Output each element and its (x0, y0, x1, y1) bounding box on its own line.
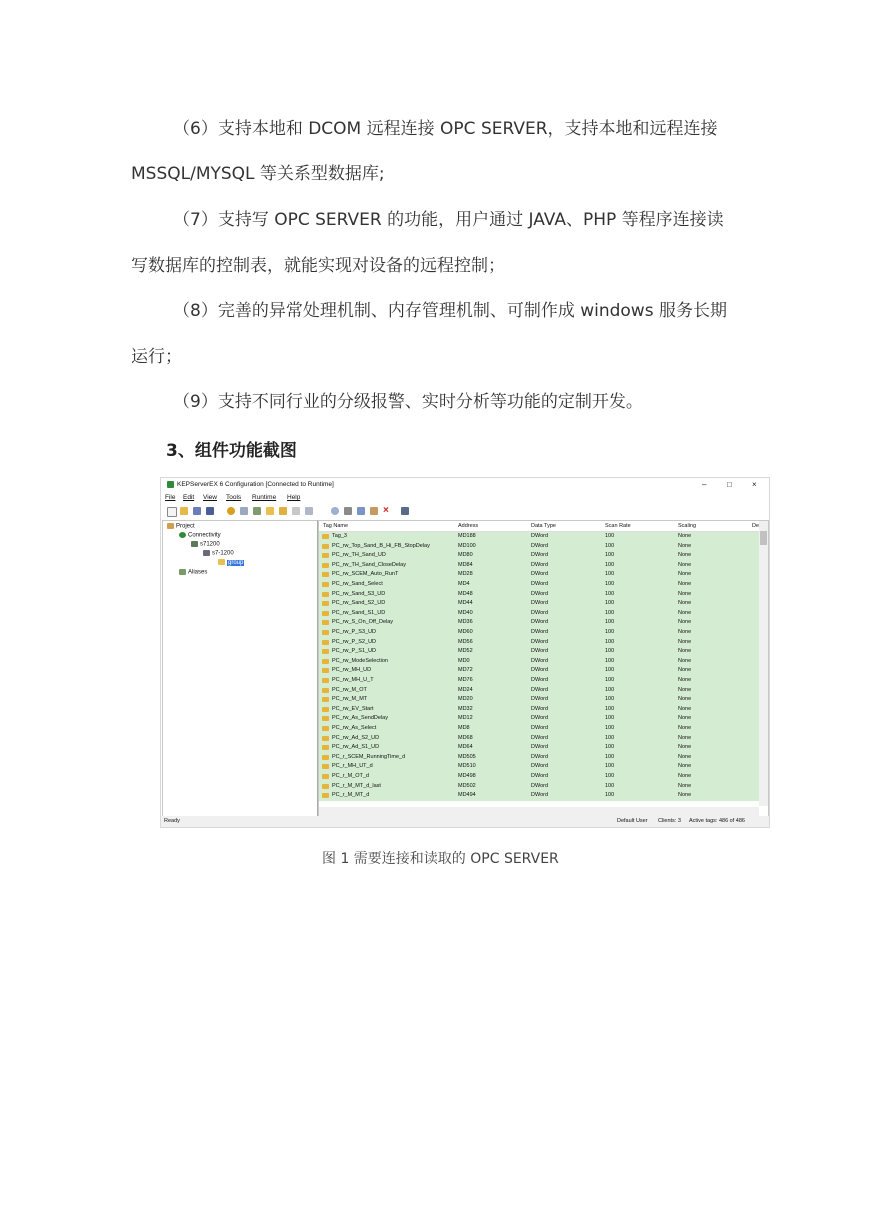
paragraph-9-line-1: （9）支持不同行业的分级报警、实时分析等功能的定制开发。 (173, 392, 643, 412)
cell-scaling: None (678, 677, 692, 683)
cell-scan-rate: 100 (605, 542, 615, 549)
table-row[interactable] (319, 753, 759, 763)
cell-address: MD28 (458, 571, 473, 578)
cell-scan-rate: 100 (605, 552, 615, 559)
table-row[interactable] (319, 580, 759, 590)
cell-scan-rate: 100 (605, 677, 615, 683)
tag-icon (322, 736, 329, 741)
cell-address: MD44 (458, 600, 473, 607)
tag-icon (322, 620, 329, 625)
cell-tag-name: PC_rw_P_S3_UD (332, 629, 377, 635)
cell-tag-name: PC_rw_TH_Sand_CloseDelay (332, 561, 406, 568)
cell-address: MD72 (458, 667, 473, 674)
cell-scaling: None (678, 533, 692, 539)
cell-tag-name: PC_rw_SCEM_Auto_RunT (332, 571, 399, 578)
table-header (319, 521, 768, 532)
cell-address: MD68 (458, 734, 473, 741)
table-row[interactable] (319, 657, 759, 667)
properties-gear-icon[interactable] (227, 507, 235, 515)
cell-scan-rate: 100 (605, 705, 615, 712)
cell-address: MD32 (458, 705, 473, 712)
cell-scan-rate: 100 (605, 725, 615, 731)
paragraph-6-line-1: （6）支持本地和 DCOM 远程连接 OPC SERVER，支持本地和远程连接 (173, 119, 718, 139)
cell-scaling: None (678, 600, 692, 607)
cell-data-type: DWord (531, 725, 549, 731)
status-user: Default User (617, 818, 648, 824)
cell-tag-name: PC_rw_P_S2_UD (332, 638, 377, 645)
new-channel-icon[interactable] (240, 507, 248, 515)
cell-scan-rate: 100 (605, 734, 615, 741)
paragraph-8-line-2: 运行； (131, 347, 182, 367)
new-device-icon[interactable] (253, 507, 261, 515)
tree-aliases-label: Aliases (188, 569, 208, 576)
table-row[interactable] (319, 666, 759, 676)
tree-device[interactable] (203, 550, 234, 557)
cell-data-type: DWord (531, 600, 549, 607)
cell-tag-name: PC_rw_Top_Sand_B_Hi_FB_StopDelay (332, 542, 430, 549)
cell-scaling: None (678, 773, 692, 779)
header-description[interactable]: De (752, 523, 760, 529)
cell-scan-rate: 100 (605, 590, 615, 597)
cell-tag-name: PC_r_SCEM_RunningTime_d (332, 753, 406, 760)
tag-icon (322, 707, 329, 712)
project-icon (167, 523, 174, 529)
cell-tag-name: PC_rw_ModeSelection (332, 657, 388, 664)
table-row[interactable] (319, 628, 759, 638)
cell-tag-name: PC_rw_Sand_S3_UD (332, 590, 386, 597)
cell-scan-rate: 100 (605, 581, 615, 587)
cell-scaling: None (678, 571, 692, 578)
duplicate-icon[interactable] (305, 507, 313, 515)
cell-scaling: None (678, 734, 692, 741)
tree-connectivity-label: Connectivity (188, 532, 221, 539)
tag-icon (322, 764, 329, 769)
cell-data-type: DWord (531, 715, 549, 722)
new-tag-icon[interactable] (279, 507, 287, 515)
horizontal-scrollbar[interactable] (319, 807, 759, 816)
table-row[interactable] (319, 676, 759, 686)
cell-tag-name: PC_rw_EV_Start (332, 705, 374, 712)
table-row[interactable] (319, 561, 759, 571)
cell-scan-rate: 100 (605, 600, 615, 607)
cell-data-type: DWord (531, 657, 549, 664)
tag-icon (322, 611, 329, 616)
cell-scan-rate: 100 (605, 657, 615, 664)
tag-icon (322, 601, 329, 606)
cell-scaling: None (678, 561, 692, 568)
cell-address: MD494 (458, 792, 476, 799)
cell-address: MD84 (458, 561, 473, 568)
table-row[interactable] (319, 695, 759, 705)
vertical-scroll-thumb[interactable] (760, 531, 767, 545)
cell-data-type: DWord (531, 734, 549, 741)
cell-scan-rate: 100 (605, 619, 615, 626)
cell-tag-name: PC_rw_MH_UD (332, 667, 372, 674)
cell-data-type: DWord (531, 542, 549, 549)
table-row[interactable] (319, 772, 759, 782)
cell-scan-rate: 100 (605, 629, 615, 635)
cell-scan-rate: 100 (605, 648, 615, 655)
cell-tag-name: PC_r_MH_UT_d (332, 763, 373, 770)
cell-scaling: None (678, 629, 692, 635)
cell-data-type: DWord (531, 763, 549, 770)
cell-scaling: None (678, 763, 692, 770)
tree-project[interactable] (167, 523, 195, 530)
cell-scan-rate: 100 (605, 744, 615, 751)
tag-icon (322, 716, 329, 721)
paste-icon[interactable] (370, 507, 378, 515)
cell-tag-name: PC_rw_M_MT (332, 696, 368, 703)
cell-data-type: DWord (531, 609, 549, 616)
cell-data-type: DWord (531, 782, 549, 789)
tag-icon (322, 534, 329, 539)
cell-scan-rate: 100 (605, 792, 615, 799)
cell-scan-rate: 100 (605, 773, 615, 779)
cell-data-type: DWord (531, 667, 549, 674)
cell-scan-rate: 100 (605, 696, 615, 703)
channel-icon (191, 541, 198, 547)
tag-icon (322, 774, 329, 779)
table-row[interactable] (319, 724, 759, 734)
cell-tag-name: PC_rw_P_S1_UD (332, 648, 377, 655)
cell-scan-rate: 100 (605, 686, 615, 693)
cell-scaling: None (678, 638, 692, 645)
tree-project-label: Project (176, 523, 195, 530)
cell-address: MD505 (458, 753, 476, 760)
tree-aliases[interactable] (179, 569, 207, 576)
table-rows (319, 532, 759, 806)
tag-icon (322, 582, 329, 587)
cell-scaling: None (678, 619, 692, 626)
table-row[interactable] (319, 782, 759, 792)
status-bar (161, 816, 769, 827)
tag-icon (322, 659, 329, 664)
cell-data-type: DWord (531, 696, 549, 703)
cell-scaling: None (678, 696, 692, 703)
title-bar (161, 478, 769, 492)
cell-scaling: None (678, 753, 692, 760)
menu-help[interactable]: Help (287, 494, 301, 501)
table-row[interactable] (319, 532, 759, 542)
new-project-icon[interactable] (167, 507, 177, 517)
cell-scaling: None (678, 609, 692, 616)
cell-address: MD0 (458, 657, 470, 664)
kepserver-app-icon (167, 481, 174, 488)
cell-address: MD76 (458, 677, 473, 683)
tag-icon (322, 572, 329, 577)
cell-scan-rate: 100 (605, 638, 615, 645)
table-row[interactable] (319, 618, 759, 628)
open-project-icon[interactable] (180, 507, 188, 515)
cell-scan-rate: 100 (605, 763, 615, 770)
delete-icon[interactable]: × (383, 505, 389, 516)
bulk-tag-icon[interactable] (292, 507, 300, 515)
cell-address: MD502 (458, 782, 476, 789)
cell-scaling: None (678, 667, 692, 674)
cell-data-type: DWord (531, 638, 549, 645)
paragraph-7-line-2: 写数据库的控制表，就能实现对设备的远程控制； (131, 256, 505, 276)
cell-data-type: DWord (531, 581, 549, 587)
cell-data-type: DWord (531, 619, 549, 626)
cell-address: MD48 (458, 590, 473, 597)
menu-tools[interactable]: Tools (226, 494, 242, 501)
cell-address: MD4 (458, 581, 470, 587)
cell-scan-rate: 100 (605, 571, 615, 578)
cell-scan-rate: 100 (605, 782, 615, 789)
cell-scaling: None (678, 542, 692, 549)
cell-data-type: DWord (531, 629, 549, 635)
tree-device-label: s7-1200 (212, 550, 234, 557)
cell-address: MD40 (458, 609, 473, 616)
cell-tag-name: PC_rw_S_On_Off_Delay (332, 619, 394, 626)
kepserver-screenshot (160, 477, 770, 828)
cell-tag-name: PC_r_M_OT_d (332, 773, 369, 779)
cell-data-type: DWord (531, 753, 549, 760)
cell-scaling: None (678, 590, 692, 597)
cell-data-type: DWord (531, 561, 549, 568)
cell-data-type: DWord (531, 686, 549, 693)
tag-icon (322, 688, 329, 693)
tag-icon (322, 640, 329, 645)
cell-data-type: DWord (531, 533, 549, 539)
window-title: KEPServerEX 6 Configuration [Connected to Runtime] (177, 481, 334, 488)
status-ready: Ready (164, 818, 180, 824)
table-row[interactable] (319, 791, 759, 801)
cell-address: MD36 (458, 619, 473, 626)
menu-view[interactable]: View (203, 494, 217, 501)
cell-address: MD12 (458, 715, 473, 722)
menu-edit[interactable]: Edit (183, 494, 195, 501)
tag-icon (322, 697, 329, 702)
paragraph-7-line-1: （7）支持写 OPC SERVER 的功能，用户通过 JAVA、PHP 等程序连接读 (173, 210, 724, 230)
vertical-scrollbar[interactable] (759, 521, 768, 806)
cell-tag-name: PC_rw_Sand_S2_UD (332, 600, 386, 607)
cell-scaling: None (678, 782, 692, 789)
tree-channel[interactable] (191, 541, 220, 548)
cell-tag-name: PC_rw_Sand_S1_UD (332, 609, 386, 616)
cell-scaling: None (678, 657, 692, 664)
header-scan-rate[interactable]: Scan Rate (605, 523, 631, 529)
tag-icon (322, 755, 329, 760)
cell-address: MD8 (458, 725, 470, 731)
table-row[interactable] (319, 551, 759, 561)
tag-icon (322, 784, 329, 789)
cell-scaling: None (678, 744, 692, 751)
figure-caption: 图 1 需要连接和读取的 OPC SERVER (322, 851, 559, 867)
tag-icon (322, 793, 329, 798)
new-group-icon[interactable] (266, 507, 274, 515)
cell-address: MD80 (458, 552, 473, 559)
cell-tag-name: PC_rw_MH_U_T (332, 677, 374, 683)
menu-runtime[interactable]: Runtime (252, 494, 277, 501)
tag-icon (322, 592, 329, 597)
tag-icon (322, 553, 329, 558)
table-row[interactable] (319, 686, 759, 696)
header-tag-name[interactable]: Tag Name (323, 523, 349, 529)
cell-address: MD100 (458, 542, 476, 549)
cell-tag-name: PC_r_M_MT_d_last (332, 782, 381, 789)
table-row[interactable] (319, 734, 759, 744)
header-scaling[interactable]: Scaling (678, 523, 697, 529)
tree-group[interactable] (218, 559, 244, 566)
cell-address: MD510 (458, 763, 476, 770)
cell-data-type: DWord (531, 571, 549, 578)
cell-address: MD498 (458, 773, 476, 779)
status-active-tags: Active tags: 486 of 486 (689, 818, 745, 824)
table-row[interactable] (319, 743, 759, 753)
quick-client-icon[interactable] (401, 507, 409, 515)
table-row[interactable] (319, 762, 759, 772)
cell-address: MD56 (458, 638, 473, 645)
cell-scaling: None (678, 705, 692, 712)
cell-tag-name: PC_rw_As_SendDelay (332, 715, 388, 722)
cell-scaling: None (678, 715, 692, 722)
cell-data-type: DWord (531, 705, 549, 712)
cell-scaling: None (678, 686, 692, 693)
close-button[interactable]: × (752, 480, 757, 489)
table-row[interactable] (319, 542, 759, 552)
cell-scan-rate: 100 (605, 609, 615, 616)
tree-channel-label: s71200 (200, 541, 220, 548)
tag-icon (322, 563, 329, 568)
cell-data-type: DWord (531, 744, 549, 751)
tag-icon (322, 668, 329, 673)
status-clients: Clients: 3 (658, 818, 681, 824)
menu-file[interactable]: File (165, 494, 176, 501)
cell-address: MD24 (458, 686, 473, 693)
paragraph-6-line-2: MSSQL/MYSQL 等关系型数据库; (131, 164, 385, 184)
tag-table (318, 520, 769, 817)
device-icon (203, 550, 210, 556)
cell-scan-rate: 100 (605, 561, 615, 568)
table-row[interactable] (319, 647, 759, 657)
toolbar (161, 505, 769, 519)
cell-scaling: None (678, 648, 692, 655)
section-heading: 3、组件功能截图 (166, 441, 297, 461)
menu-bar (161, 494, 769, 504)
group-folder-icon (218, 559, 225, 565)
cell-data-type: DWord (531, 648, 549, 655)
tag-icon (322, 649, 329, 654)
tag-icon (322, 678, 329, 683)
cell-address: MD64 (458, 744, 473, 751)
cell-data-type: DWord (531, 773, 549, 779)
undo-icon[interactable] (331, 507, 339, 515)
aliases-icon (179, 569, 186, 575)
cell-scan-rate: 100 (605, 715, 615, 722)
cell-address: MD188 (458, 533, 476, 539)
cell-tag-name: PC_rw_Sand_Select (332, 581, 383, 587)
cell-data-type: DWord (531, 590, 549, 597)
project-tree (162, 520, 318, 817)
cell-tag-name: PC_r_M_MT_d (332, 792, 370, 799)
copy-icon[interactable] (357, 507, 365, 515)
save-project-icon[interactable] (193, 507, 201, 515)
cell-address: MD52 (458, 648, 473, 655)
table-row[interactable] (319, 570, 759, 580)
tag-icon (322, 630, 329, 635)
cell-scan-rate: 100 (605, 753, 615, 760)
minimize-button[interactable]: – (702, 480, 707, 489)
tree-connectivity[interactable] (179, 532, 221, 539)
cell-data-type: DWord (531, 792, 549, 799)
table-row[interactable] (319, 638, 759, 648)
paragraph-8-line-1: （8）完善的异常处理机制、内存管理机制、可制作成 windows 服务长期 (173, 301, 727, 321)
tree-group-label: group (228, 559, 244, 566)
table-row[interactable] (319, 590, 759, 600)
cell-scaling: None (678, 552, 692, 559)
cell-tag-name: PC_rw_Ad_S2_UD (332, 734, 380, 741)
cell-address: MD60 (458, 629, 473, 635)
header-address[interactable]: Address (458, 523, 479, 529)
maximize-button[interactable]: □ (727, 480, 732, 489)
table-row[interactable] (319, 599, 759, 609)
tag-icon (322, 726, 329, 731)
cell-data-type: DWord (531, 677, 549, 683)
cell-scaling: None (678, 581, 692, 587)
cell-address: MD20 (458, 696, 473, 703)
cell-tag-name: PC_rw_Ad_S1_UD (332, 744, 380, 751)
cell-tag-name: PC_rw_As_Select (332, 725, 377, 731)
cell-tag-name: PC_rw_M_OT (332, 686, 367, 693)
cell-scaling: None (678, 792, 692, 799)
cell-scan-rate: 100 (605, 667, 615, 674)
cell-data-type: DWord (531, 552, 549, 559)
tag-icon (322, 745, 329, 750)
save-as-icon[interactable] (206, 507, 214, 515)
table-row[interactable] (319, 714, 759, 724)
cut-icon[interactable] (344, 507, 352, 515)
connectivity-icon (179, 532, 186, 538)
table-row[interactable] (319, 705, 759, 715)
cell-tag-name: Tag_3 (332, 533, 347, 539)
cell-scan-rate: 100 (605, 533, 615, 539)
table-row[interactable] (319, 609, 759, 619)
cell-scaling: None (678, 725, 692, 731)
header-data-type[interactable]: Data Type (531, 523, 556, 529)
tag-icon (322, 544, 329, 549)
cell-tag-name: PC_rw_TH_Sand_UD (332, 552, 386, 559)
